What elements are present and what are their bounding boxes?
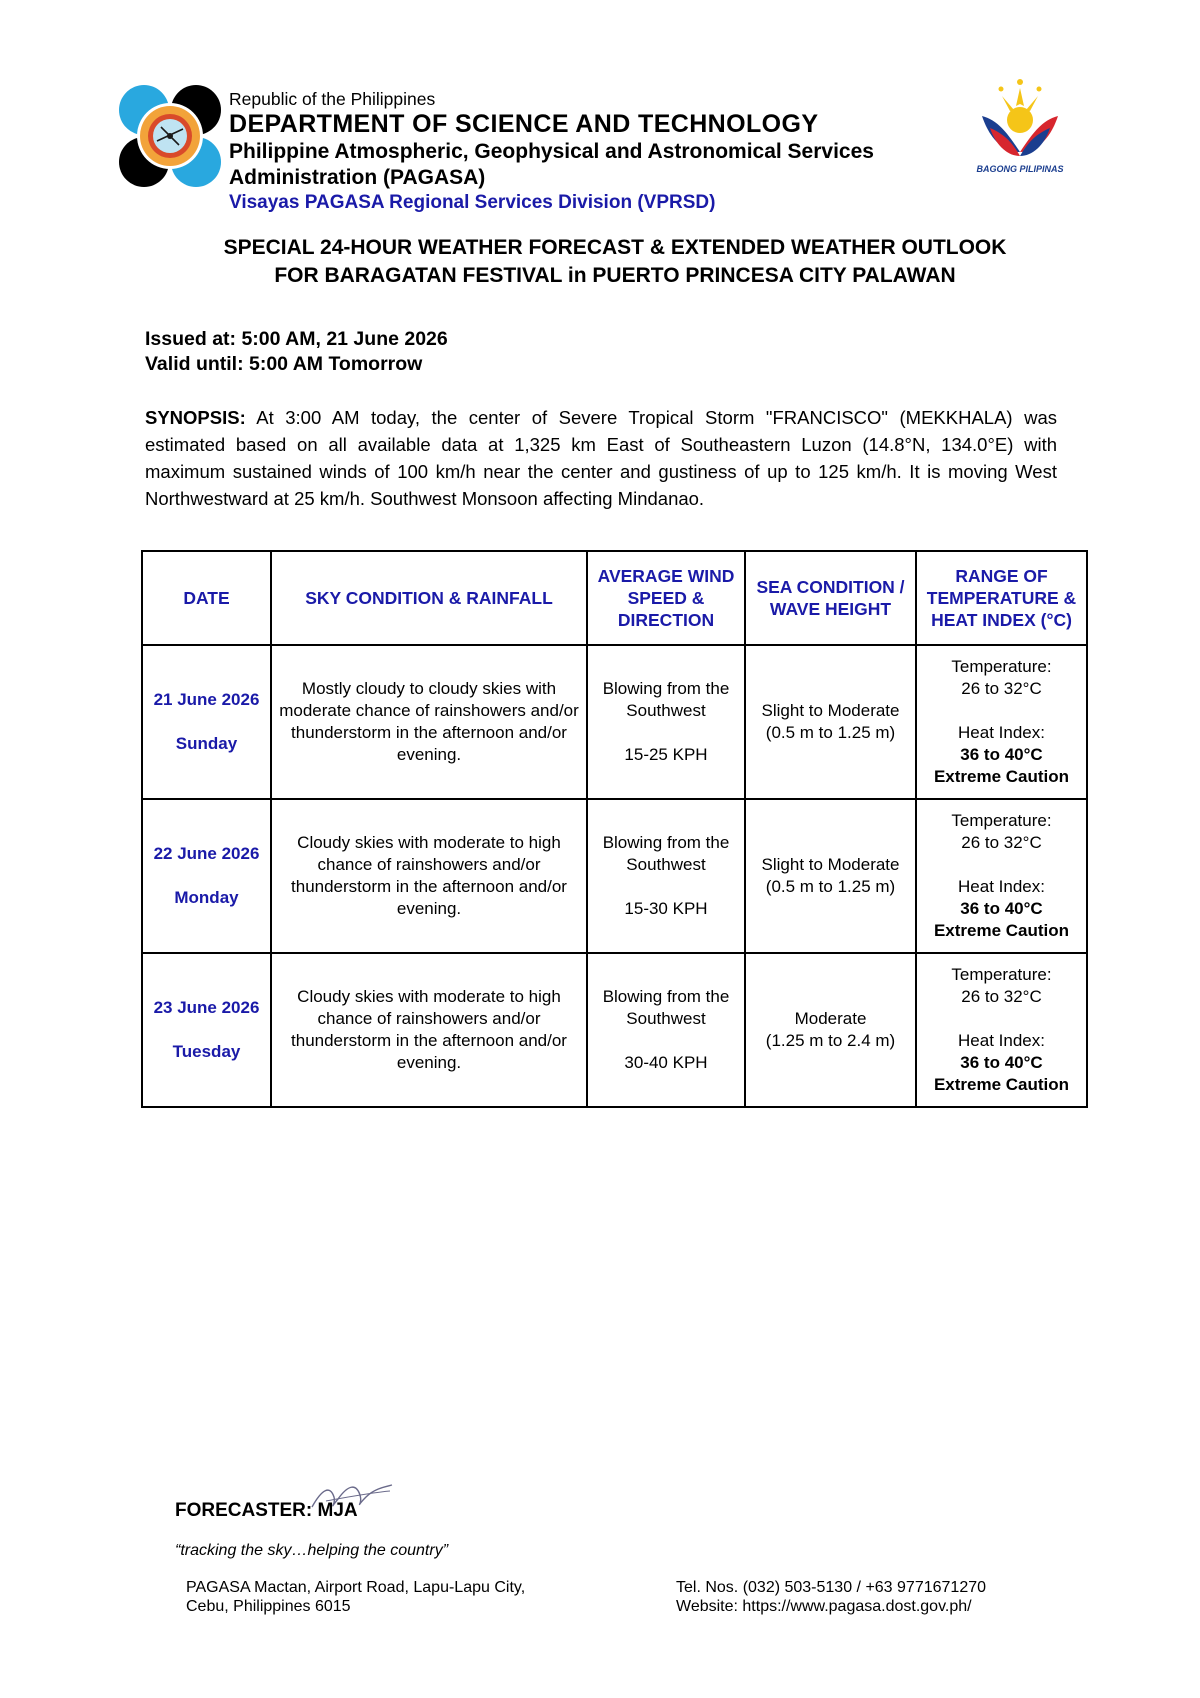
row-temp-label: Temperature: — [951, 965, 1052, 984]
row-temp-range: 26 to 32°C — [961, 987, 1042, 1006]
website-link[interactable]: Website: https://www.pagasa.dost.gov.ph/ — [676, 1598, 972, 1615]
valid-until: Valid until: 5:00 AM Tomorrow — [145, 353, 423, 375]
row-temp-cell — [916, 645, 1087, 799]
row-wind-cell — [587, 953, 745, 1107]
header-wind-line3: DIRECTION — [617, 610, 715, 630]
department-name: DEPARTMENT OF SCIENCE AND TECHNOLOGY — [229, 110, 819, 138]
republic-label: Republic of the Philippines — [229, 89, 436, 109]
table-header-row — [142, 551, 1087, 645]
header-sea-line2: WAVE HEIGHT — [769, 599, 892, 619]
agency-name-line2: Administration (PAGASA) — [229, 166, 486, 189]
row-date-cell — [142, 645, 271, 799]
row-sky: Cloudy skies with moderate to high chance of rainshowers and/or thunderstorm in the afternoon and/or evening. — [271, 799, 587, 953]
row-temp-range: 26 to 32°C — [961, 833, 1042, 852]
forecast-table — [141, 550, 1088, 1108]
row-temp-label: Temperature: — [951, 811, 1052, 830]
row-date-cell — [142, 953, 271, 1107]
header-wind-line1: AVERAGE WIND — [597, 566, 735, 586]
row-sea-cell — [745, 953, 916, 1107]
bagong-pilipinas-logo-icon — [968, 76, 1072, 176]
bagong-pilipinas-text: BAGONG PILIPINAS — [976, 164, 1064, 174]
synopsis-label: SYNOPSIS: — [145, 407, 246, 428]
row-heat-index-label: Heat Index: — [958, 1031, 1045, 1050]
motto: “tracking the sky…helping the country” — [175, 1542, 449, 1559]
header-temp-line1: RANGE OF — [955, 566, 1048, 586]
row-date: 23 June 2026 — [153, 998, 260, 1017]
row-day: Tuesday — [172, 1042, 241, 1061]
header-wind — [587, 551, 745, 645]
row-wind-direction: Blowing from the Southwest — [602, 833, 730, 874]
forecaster-label: FORECASTER: — [175, 1500, 313, 1521]
row-wind-speed: 15-30 KPH — [624, 899, 708, 918]
agency-name-line1: Philippine Atmospheric, Geophysical and Astronomical Services — [229, 140, 874, 163]
row-sea-cell — [745, 799, 916, 953]
row-sea-condition: Slight to Moderate — [761, 855, 900, 874]
telephone-numbers: Tel. Nos. (032) 503-5130 / +63 9771671270 — [676, 1579, 987, 1596]
row-wind-speed: 15-25 KPH — [624, 745, 708, 764]
row-temp-label: Temperature: — [951, 657, 1052, 676]
row-sky: Cloudy skies with moderate to high chance of rainshowers and/or thunderstorm in the afternoon and/or evening. — [271, 953, 587, 1107]
row-heat-index-range: 36 to 40°C — [960, 899, 1043, 918]
header-temp-line3: HEAT INDEX (°C) — [931, 610, 1072, 630]
pagasa-dost-logo-icon — [117, 83, 223, 189]
header-date: DATE — [142, 551, 271, 645]
row-temp-range: 26 to 32°C — [961, 679, 1042, 698]
row-sea-cell — [745, 645, 916, 799]
header-temp-line2: TEMPERATURE & — [926, 588, 1077, 608]
row-temp-cell — [916, 799, 1087, 953]
row-date-cell — [142, 799, 271, 953]
row-heat-index-range: 36 to 40°C — [960, 1053, 1043, 1072]
address-line1: PAGASA Mactan, Airport Road, Lapu-Lapu City, — [186, 1579, 526, 1596]
row-day: Monday — [174, 888, 239, 907]
office-address — [186, 1578, 525, 1616]
forecaster-name: MJA — [317, 1500, 358, 1521]
header-sky: SKY CONDITION & RAINFALL — [271, 551, 587, 645]
row-wind-direction: Blowing from the Southwest — [602, 679, 730, 720]
header-sea-line1: SEA CONDITION / — [756, 577, 905, 597]
forecaster-signature-icon — [308, 1477, 394, 1517]
office-contact — [676, 1578, 986, 1616]
row-heat-index-label: Heat Index: — [958, 723, 1045, 742]
row-heat-index-level: Extreme Caution — [933, 767, 1070, 786]
row-wave-height: (1.25 m to 2.4 m) — [765, 1031, 896, 1050]
division-name: Visayas PAGASA Regional Services Division (VPRSD) — [229, 192, 716, 213]
header-wind-line2: SPEED & — [627, 588, 705, 608]
row-sea-condition: Slight to Moderate — [761, 701, 900, 720]
row-day: Sunday — [175, 734, 238, 753]
row-date: 22 June 2026 — [153, 844, 260, 863]
table-row — [142, 799, 1087, 953]
issued-at: Issued at: 5:00 AM, 21 June 2026 — [145, 328, 448, 350]
row-heat-index-label: Heat Index: — [958, 877, 1045, 896]
row-sky: Mostly cloudy to cloudy skies with moderate chance of rainshowers and/or thunderstorm in the afternoon and/or evening. — [271, 645, 587, 799]
synopsis-text: At 3:00 AM today, the center of Severe Tropical Storm "FRANCISCO" (MEKKHALA) was estimated based on all available data at 1,325 km East of Southeastern Luzon (14.8°N, 134.0°E) with maximum sustained winds of 100 km/h near the center and gustiness of up to 125 km/h. It is moving West Northwestward at 25 km/h. Southwest Monsoon affecting Mindanao. — [145, 407, 1057, 509]
forecast-title-line2: FOR BARAGATAN FESTIVAL in PUERTO PRINCESA CITY PALAWAN — [274, 264, 956, 287]
row-heat-index-range: 36 to 40°C — [960, 745, 1043, 764]
synopsis — [145, 404, 1057, 512]
table-row — [142, 645, 1087, 799]
row-sea-condition: Moderate — [794, 1009, 867, 1028]
row-wave-height: (0.5 m to 1.25 m) — [765, 723, 896, 742]
issue-info — [145, 327, 448, 377]
row-wave-height: (0.5 m to 1.25 m) — [765, 877, 896, 896]
header-sea — [745, 551, 916, 645]
row-wind-cell — [587, 645, 745, 799]
row-wind-direction: Blowing from the Southwest — [602, 987, 730, 1028]
row-heat-index-level: Extreme Caution — [933, 1075, 1070, 1094]
header-temp — [916, 551, 1087, 645]
table-row — [142, 953, 1087, 1107]
forecast-title-line1: SPECIAL 24-HOUR WEATHER FORECAST & EXTENDED WEATHER OUTLOOK — [223, 236, 1007, 259]
row-wind-speed: 30-40 KPH — [624, 1053, 708, 1072]
row-date: 21 June 2026 — [153, 690, 260, 709]
address-line2: Cebu, Philippines 6015 — [186, 1598, 351, 1615]
row-temp-cell — [916, 953, 1087, 1107]
row-heat-index-level: Extreme Caution — [933, 921, 1070, 940]
row-wind-cell — [587, 799, 745, 953]
